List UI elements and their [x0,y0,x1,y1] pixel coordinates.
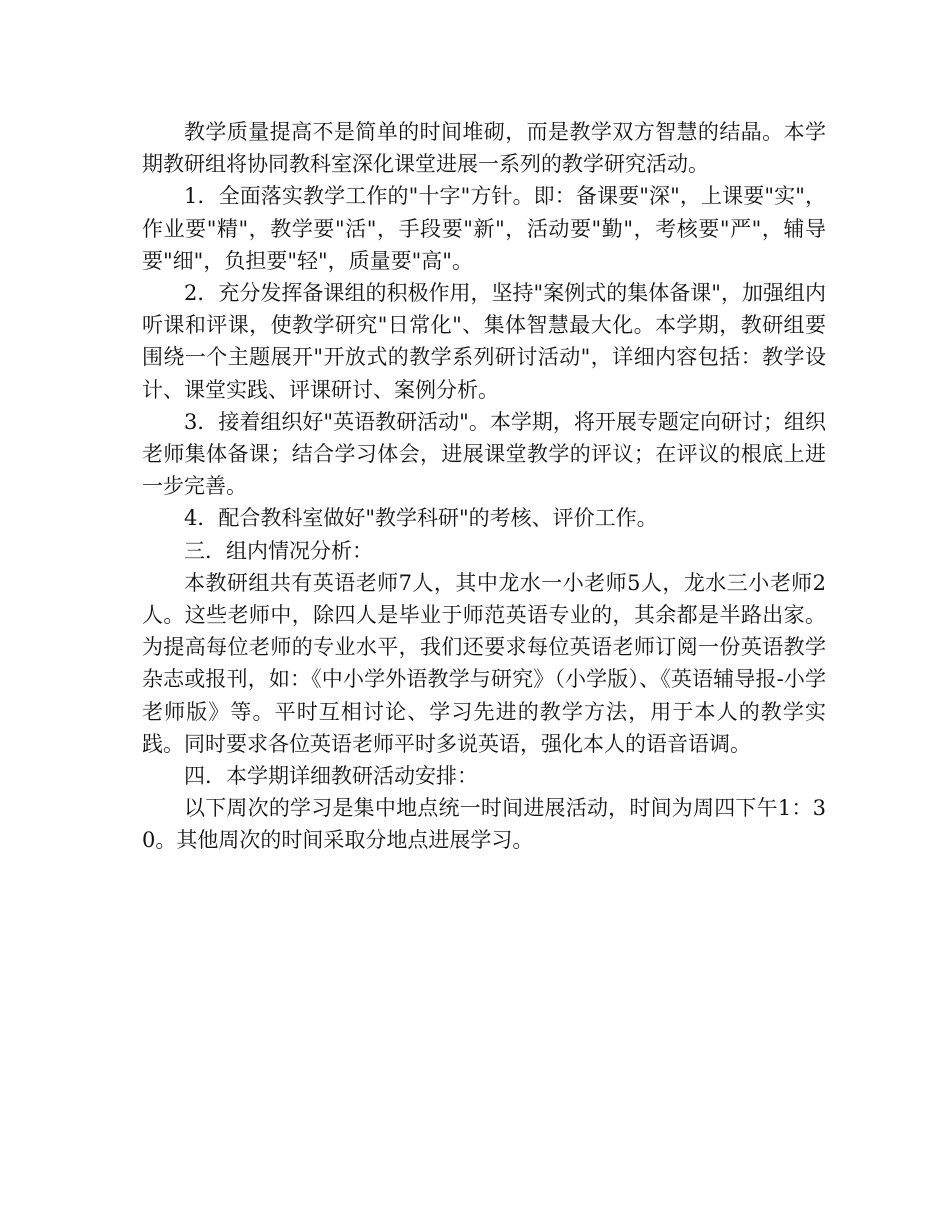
paragraph-item-3: 3．接着组织好"英语教研活动"。本学期，将开展专题定向研讨；组织老师集体备课；结合学习体会，进展课堂教学的评议；在评议的根底上进一步完善。 [142,409,826,499]
paragraph-item-1: 1．全面落实教学工作的"十字"方针。即：备课要"深"，上课要"实"，作业要"精"，教学要"活"，手段要"新"，活动要"勤"，考核要"严"，辅导要"细"，负担要"轻"，质量要"高"。 [142,184,826,273]
document-page [142,116,826,857]
paragraph-schedule: 以下周次的学习是集中地点统一时间进展活动，时间为周四下午1：30。其他周次的时间采取分地点进展学习。 [142,796,826,853]
paragraph-item-2: 2．充分发挥备课组的积极作用，坚持"案例式的集体备课"，加强组内听课和评课，使教学研究"日常化"、集体智慧最大化。本学期，教研组要围绕一个主题展开"开放式的教学系列研讨活动"，详细内容包括：教学设计、课堂实践、评课研讨、案例分析。 [142,281,826,402]
section-heading-3: 三．组内情况分析： [184,538,373,563]
paragraph-item-4: 4．配合教科室做好"教学科研"的考核、评价工作。 [184,506,658,531]
paragraph-intro: 教学质量提高不是简单的时间堆砌，而是教学双方智慧的结晶。本学期教研组将协同教科室深化课堂进展一系列的教学研究活动。 [142,120,826,177]
paragraph-group-analysis: 本教研组共有英语老师7人，其中龙水一小老师5人，龙水三小老师2人。这些老师中，除四人是毕业于师范英语专业的，其余都是半路出家。为提高每位老师的专业水平，我们还要求每位英语老师订阅一份英语教学杂志或报刊，如：《中小学外语教学与研究》（小学版）、《英语辅导报-小学老师版》等。平时互相讨论、学习先进的教学方法，用于本人的教学实践。同时要求各位英语老师平时多说英语，强化本人的语音语调。 [142,570,826,756]
section-heading-4: 四．本学期详细教研活动安排： [184,764,478,789]
